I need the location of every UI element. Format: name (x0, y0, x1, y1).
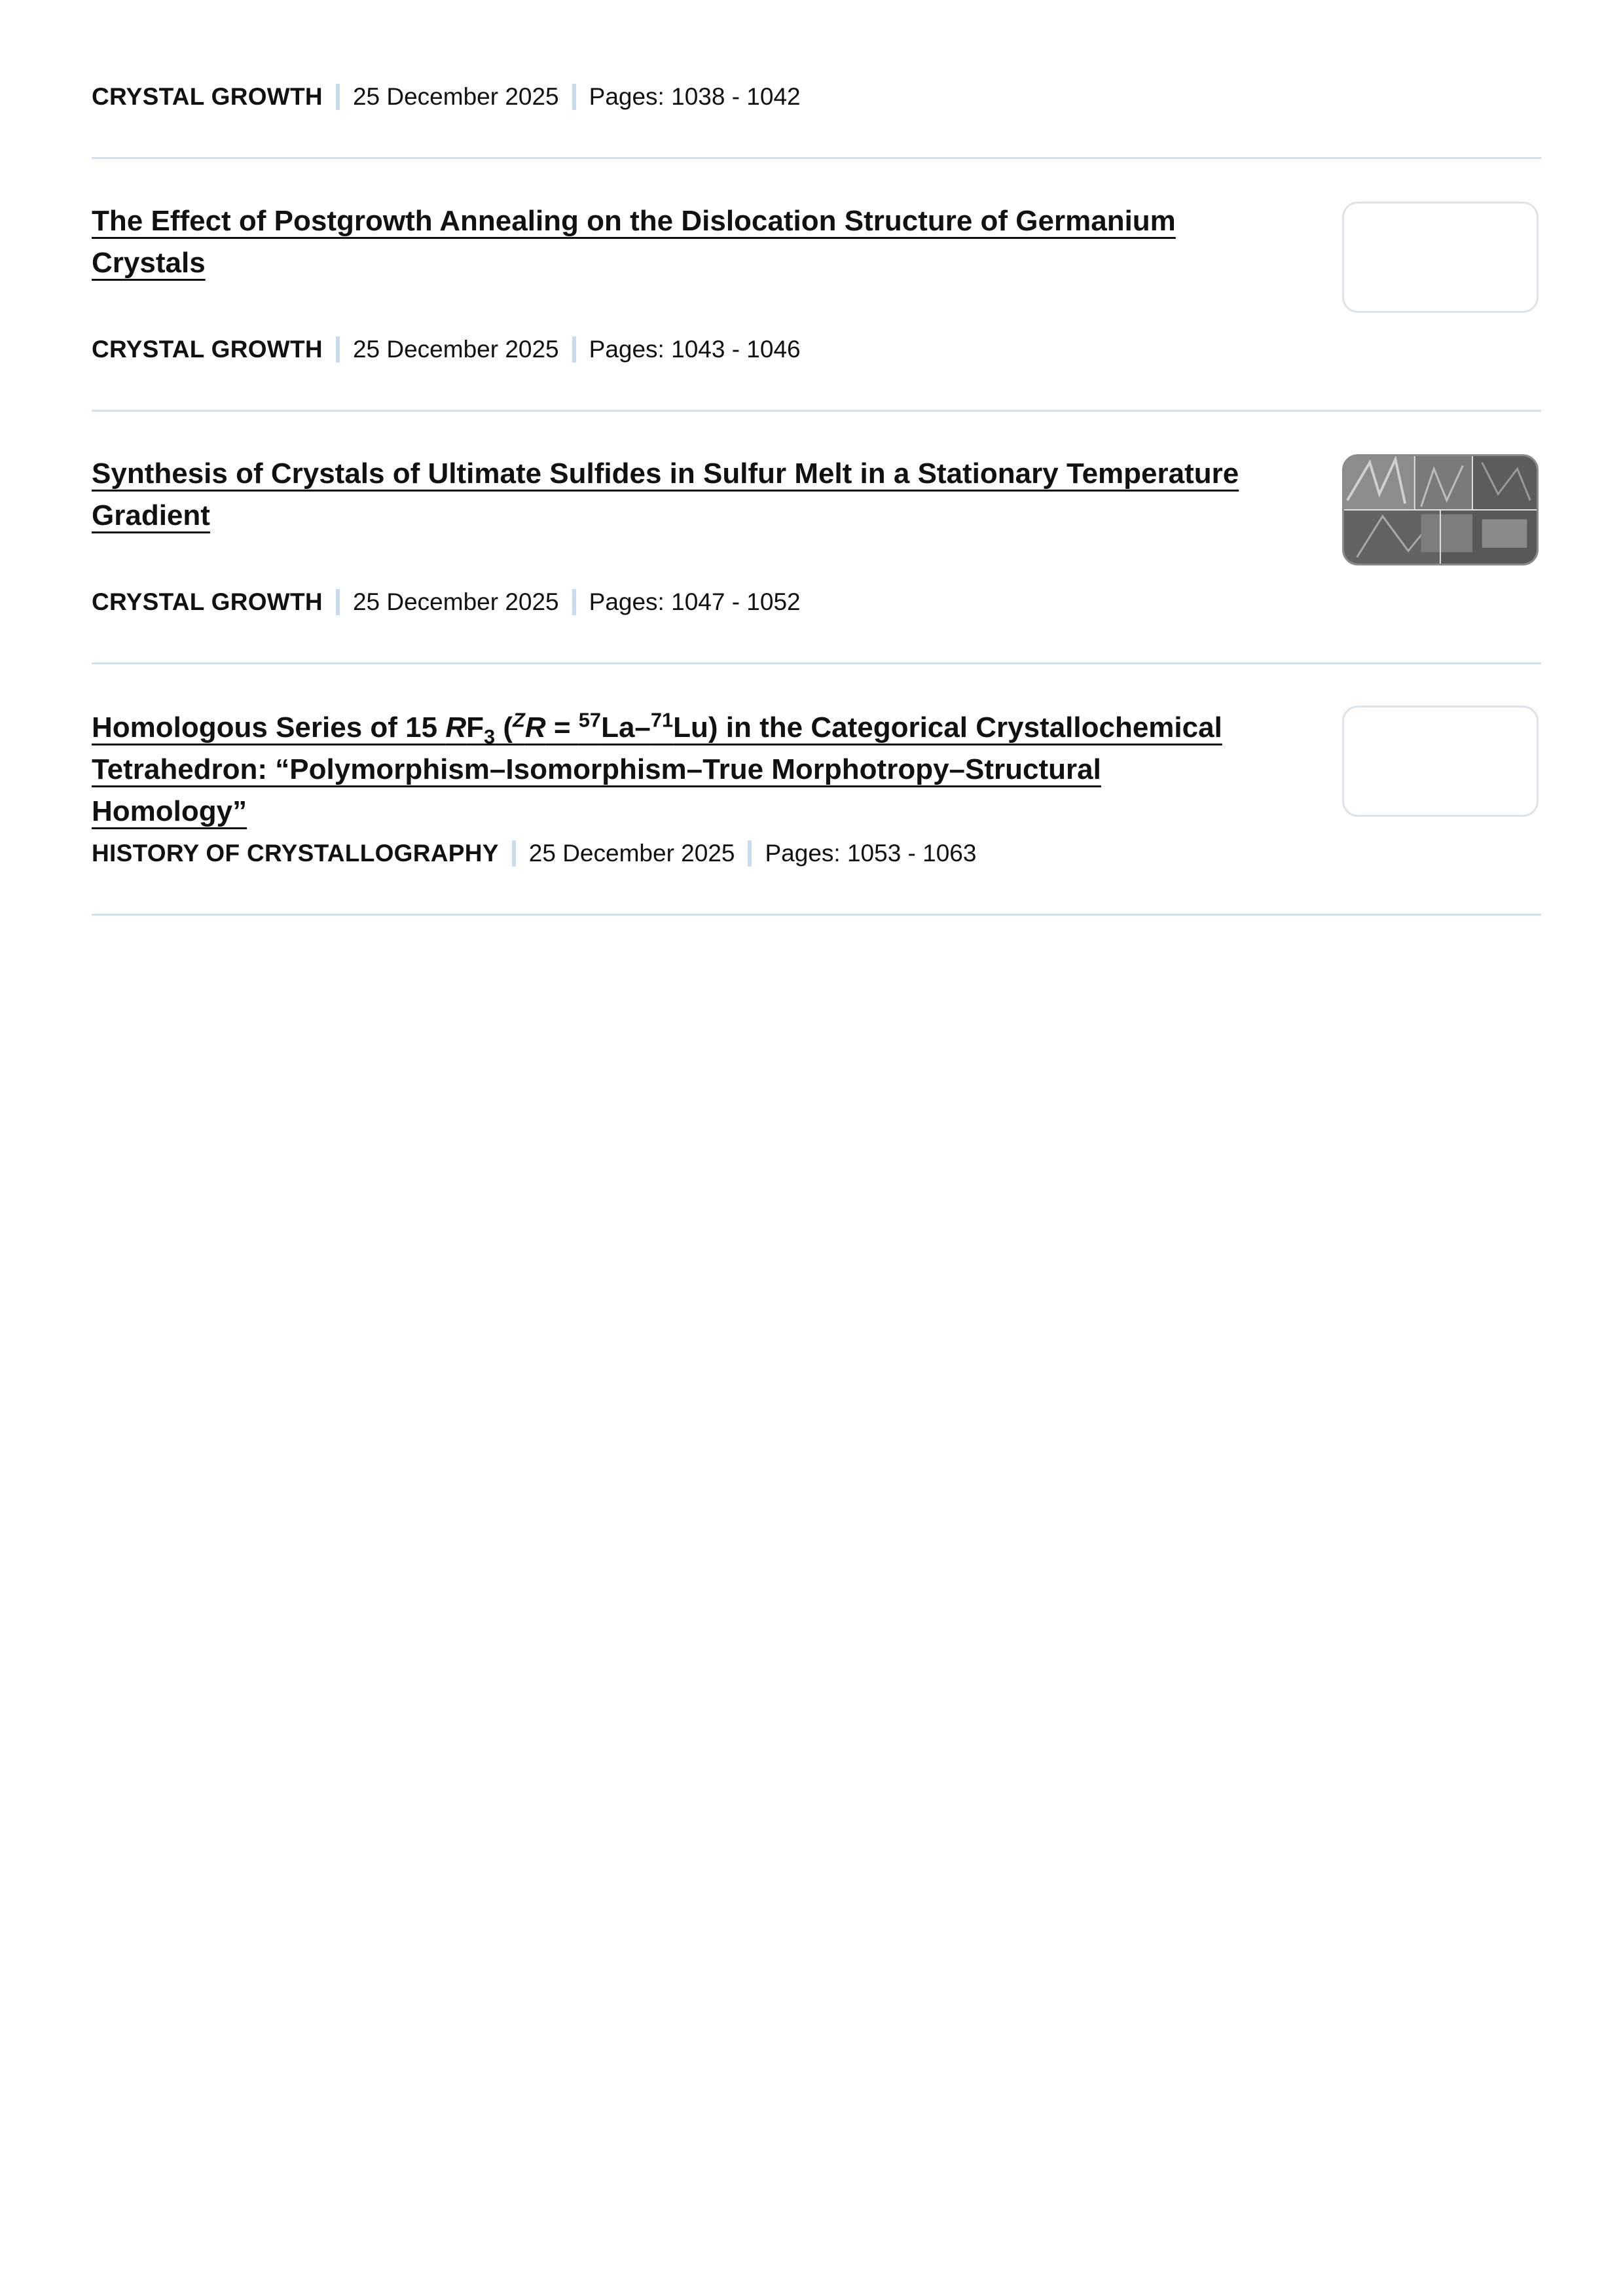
meta-separator (336, 589, 340, 615)
divider (92, 914, 1541, 916)
meta-separator (572, 589, 576, 615)
article-pages: Pages: 1043 - 1046 (589, 336, 801, 363)
article-date: 25 December 2025 (352, 83, 559, 110)
article-title-link[interactable]: Homologous Series of 15 $RF_3$ ($^Z$R = $^{57}$La–$^{71}$Lu) in the Categorical Crystallochemical Tetrahedron: “Polymorphism–Isomorphism–True Morphotropy–Structural Homology” (92, 708, 1222, 827)
meta-separator (572, 84, 576, 110)
divider (92, 157, 1541, 159)
article-date: 25 December 2025 (528, 840, 735, 867)
title-line: Gradient (92, 499, 210, 531)
article-pages: Pages: 1038 - 1042 (589, 83, 801, 110)
divider (92, 410, 1541, 412)
meta-separator (512, 840, 516, 867)
divider (92, 662, 1541, 664)
meta-separator (748, 840, 752, 867)
crystal-micrograph-image (1344, 456, 1537, 564)
article-title (92, 453, 1257, 537)
article-title (92, 707, 1257, 833)
article-meta (92, 335, 801, 364)
article-date: 25 December 2025 (352, 588, 559, 615)
article-thumbnail[interactable] (1342, 202, 1539, 313)
meta-separator (336, 336, 340, 363)
article-title-link[interactable]: The Effect of Postgrowth Annealing on the Dislocation Structure of Germanium Crystals (92, 205, 1176, 279)
article-meta (92, 839, 976, 868)
article-section[interactable]: CRYSTAL GROWTH (92, 336, 323, 363)
article-pages: Pages: 1053 - 1063 (765, 840, 977, 867)
article-date: 25 December 2025 (352, 336, 559, 363)
article-title (92, 200, 1257, 284)
article-thumbnail[interactable] (1342, 706, 1539, 817)
article-meta (92, 588, 801, 617)
crystal-micrograph-thumbnail[interactable] (1342, 454, 1539, 565)
article-meta (92, 82, 801, 111)
article-section[interactable]: CRYSTAL GROWTH (92, 588, 323, 615)
article-title-link[interactable] (92, 457, 1239, 531)
meta-separator (336, 84, 340, 110)
article-pages: Pages: 1047 - 1052 (589, 588, 801, 615)
article-section[interactable]: CRYSTAL GROWTH (92, 83, 323, 110)
article-section[interactable]: HISTORY OF CRYSTALLOGRAPHY (92, 840, 499, 867)
meta-separator (572, 336, 576, 363)
title-line: Synthesis of Crystals of Ultimate Sulfides in Sulfur Melt in a Stationary Temperature (92, 457, 1239, 490)
